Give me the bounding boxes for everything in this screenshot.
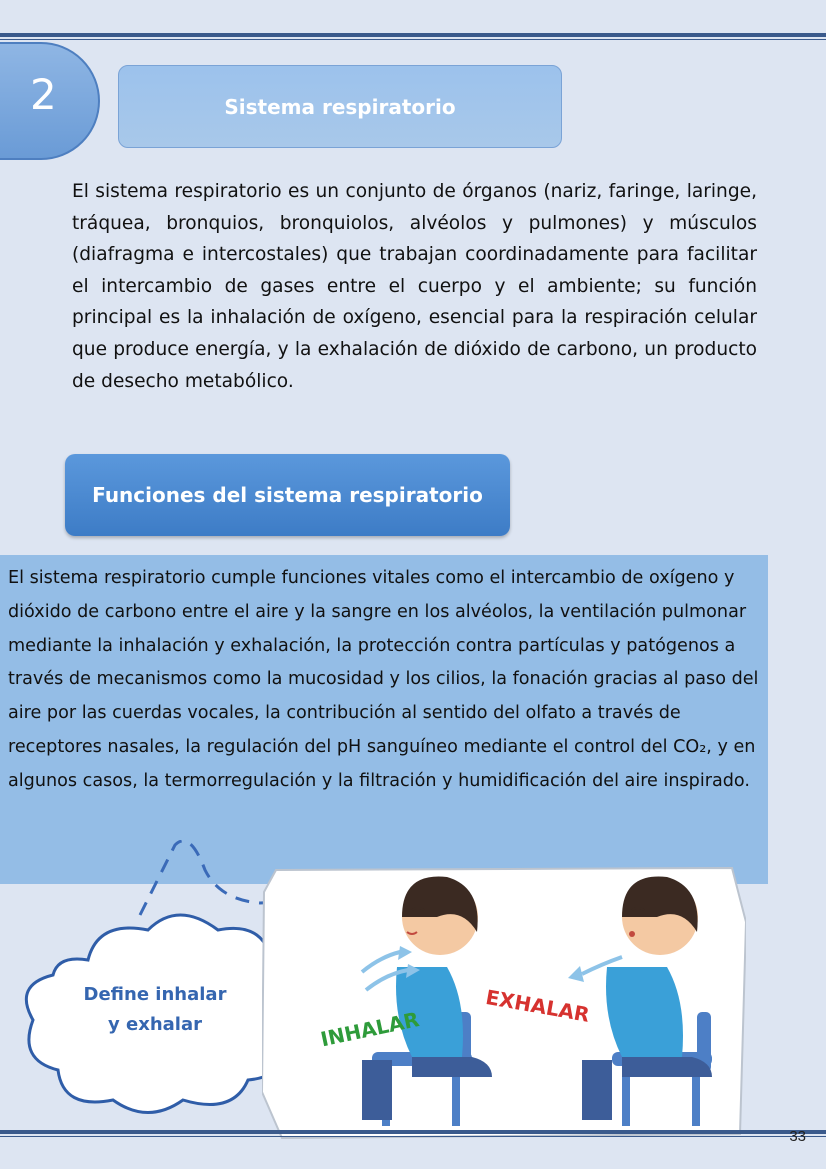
bottom-rule-thin xyxy=(0,1136,826,1137)
callout-text xyxy=(60,980,250,1040)
top-rule xyxy=(0,33,826,37)
callout-line-1: Define inhalar xyxy=(83,984,227,1005)
chapter-number: 2 xyxy=(30,70,57,119)
functions-title: Funciones del sistema respiratorio xyxy=(92,483,483,507)
breathing-illustration xyxy=(262,862,746,1140)
page-number: 33 xyxy=(789,1128,806,1145)
callout-line-2: y exhalar xyxy=(108,1014,202,1035)
inhalar-label: INHALAR xyxy=(318,1007,422,1052)
bottom-rule xyxy=(0,1130,826,1134)
section-title: Sistema respiratorio xyxy=(224,94,456,119)
intro-paragraph: El sistema respiratorio es un conjunto de órganos (nariz, faringe, laringe, tráquea, bronquios, bronquiolos, alvéolos y pulmones) y músculos (diafragma e intercostales) que trabajan coordinadamente para facilitar el intercambio de gases entre el cuerpo y el ambiente; su función principal es la inhalación de oxígeno, esencial para la respiración celular que produce energía, y la exhalación de dióxido de carbono, un producto de desecho metabólico. xyxy=(72,181,757,392)
functions-title-box xyxy=(65,454,510,536)
exhalar-label: EXHALAR xyxy=(483,984,592,1027)
top-rule-thin xyxy=(0,39,826,40)
section-title-box xyxy=(118,65,562,148)
functions-paragraph: El sistema respiratorio cumple funciones vitales como el intercambio de oxígeno y dióxido de carbono entre el aire y la sangre en los alvéolos, la ventilación pulmonar mediante la inhalación y exhalación, la protección contra partículas y patógenos a través de mecanismos como la mucosidad y los cilios, la fonación gracias al paso del aire por las cuerdas vocales, la contribución al sentido del olfato a través de receptores nasales, la regulación del pH sanguíneo mediante el control del CO₂, y en algunos casos, la termorregulación y la filtración y humidificación del aire inspirado. xyxy=(8,568,759,791)
